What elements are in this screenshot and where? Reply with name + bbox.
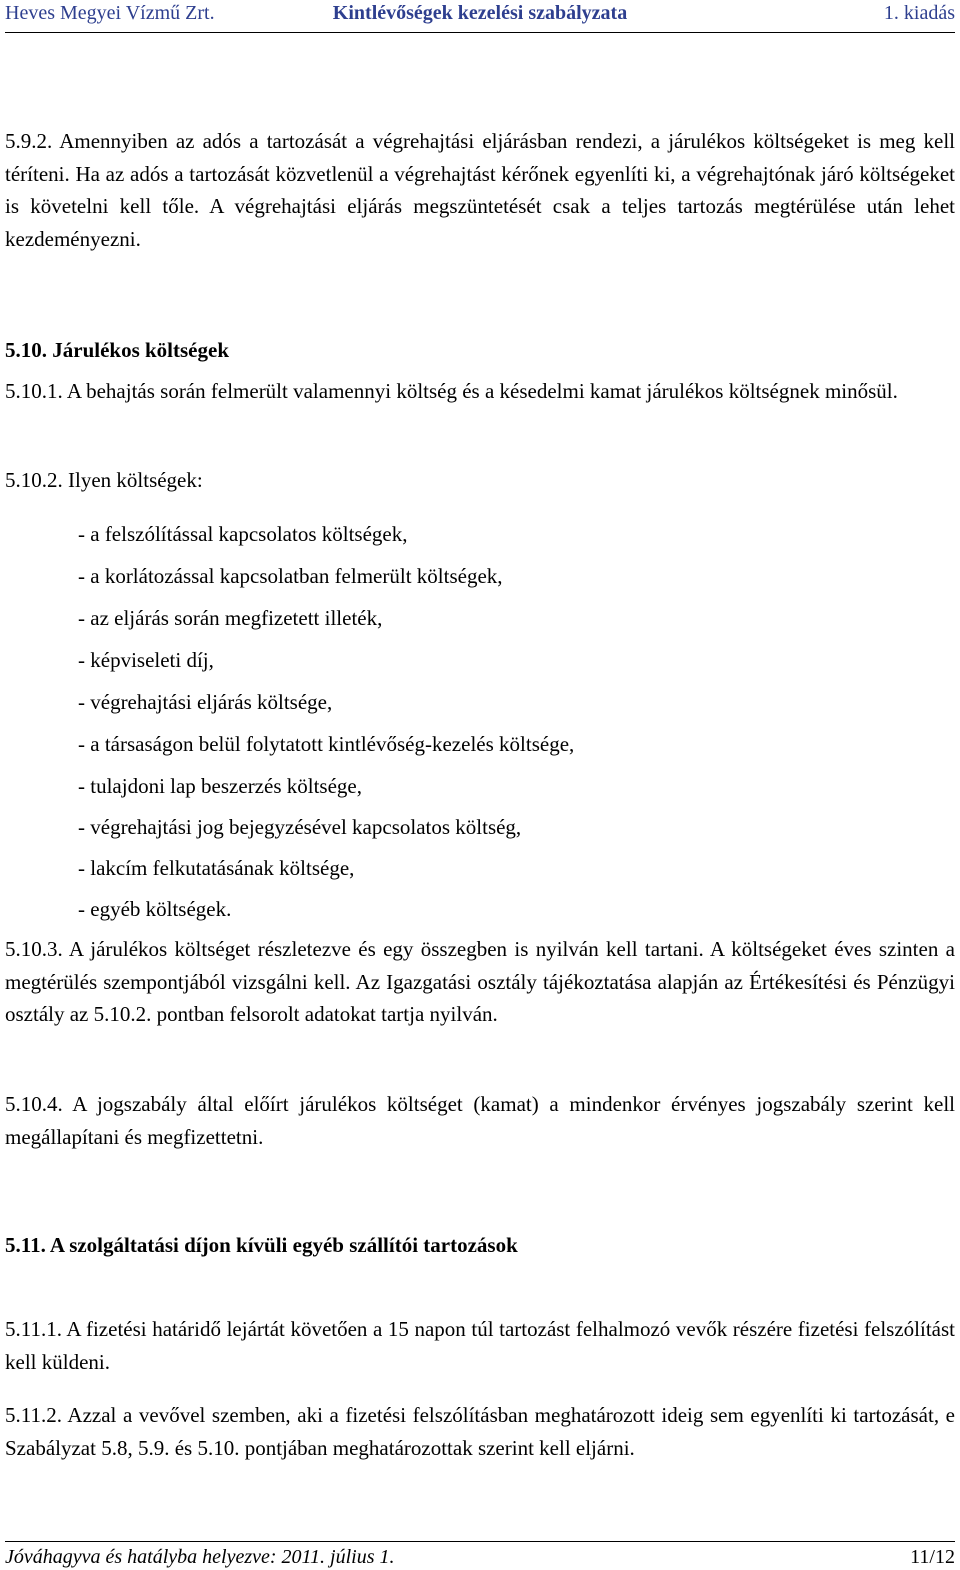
paragraph-5-10-4: 5.10.4. A jogszabály által előírt járulékos költséget (kamat) a mindenkor érvényes jogszabály szerint kell megállapítani és megfizettetni. (5, 1092, 955, 1149)
page-footer (5, 1541, 955, 1570)
cost-list-item: - a társaságon belül folytatott kintlévőség-kezelés költsége, (78, 732, 575, 756)
cost-list-item: - a felszólítással kapcsolatos költségek, (78, 522, 408, 546)
cost-list-item: - lakcím felkutatásának költsége, (78, 856, 355, 880)
paragraph-5-9-2: 5.9.2. Amennyiben az adós a tartozását a végrehajtási eljárásban rendezi, a járulékos költségeket is meg kell téríteni. Ha az adós a tartozását közvetlenül a végrehajtást kérőnek egyenlíti ki, a végrehajtónak járó költségeket is követelni kell tőle. A végrehajtási eljárás megszüntetését csak a teljes tartozás megtérülése után lehet kezdeményezni. (5, 129, 955, 251)
page-header (5, 0, 955, 33)
cost-list-item: - az eljárás során megfizetett illeték, (78, 606, 383, 630)
paragraph-5-10-3: 5.10.3. A járulékos költséget részletezve és egy összegben is nyilván kell tartani. A költségeket éves szinten a megtérülés szempontjából vizsgálni kell. Az Igazgatási osztály tájékoztatása alapján az Értékesítési és Pénzügyi osztály az 5.10.2. pontban felsorolt adatokat tartja nyilván. (5, 937, 955, 1026)
cost-list-item: - a korlátozással kapcsolatban felmerült költségek, (78, 564, 503, 588)
footer-page-number: 11/12 (910, 1546, 955, 1568)
cost-list-item: - képviseleti díj, (78, 648, 214, 672)
cost-list-item: - tulajdoni lap beszerzés költsége, (78, 774, 362, 798)
header-title: Kintlévőségek kezelési szabályzata (332, 2, 628, 24)
paragraph-5-11-1: 5.11.1. A fizetési határidő lejártát követően a 15 napon túl tartozást felhalmozó vevők részére fizetési felszólítást kell küldeni. (5, 1317, 955, 1374)
paragraph-5-11-2: 5.11.2. Azzal a vevővel szemben, aki a fizetési felszólításban meghatározott ideig sem egyenlíti ki tartozását, e Szabályzat 5.8, 5.9. és 5.10. pontjában meghatározottak szerint kell eljárni. (5, 1403, 955, 1460)
paragraph-5-10-1: 5.10.1. A behajtás során felmerült valamennyi költség és a késedelmi kamat járulékos költségnek minősül. (5, 379, 898, 403)
header-company: Heves Megyei Vízmű Zrt. (5, 2, 215, 24)
header-edition: 1. kiadás (883, 2, 955, 24)
cost-list-item: - egyéb költségek. (78, 897, 232, 921)
paragraph-5-10-2: 5.10.2. Ilyen költségek: (5, 468, 203, 492)
section-heading-5-11: 5.11. A szolgáltatási díjon kívüli egyéb szállítói tartozások (5, 1233, 518, 1257)
cost-list-item: - végrehajtási jog bejegyzésével kapcsolatos költség, (78, 815, 522, 839)
footer-approval: Jóváhagyva és hatályba helyezve: 2011. július 1. (5, 1546, 395, 1568)
cost-list-item: - végrehajtási eljárás költsége, (78, 690, 333, 714)
section-heading-5-10: 5.10. Járulékos költségek (5, 338, 230, 362)
